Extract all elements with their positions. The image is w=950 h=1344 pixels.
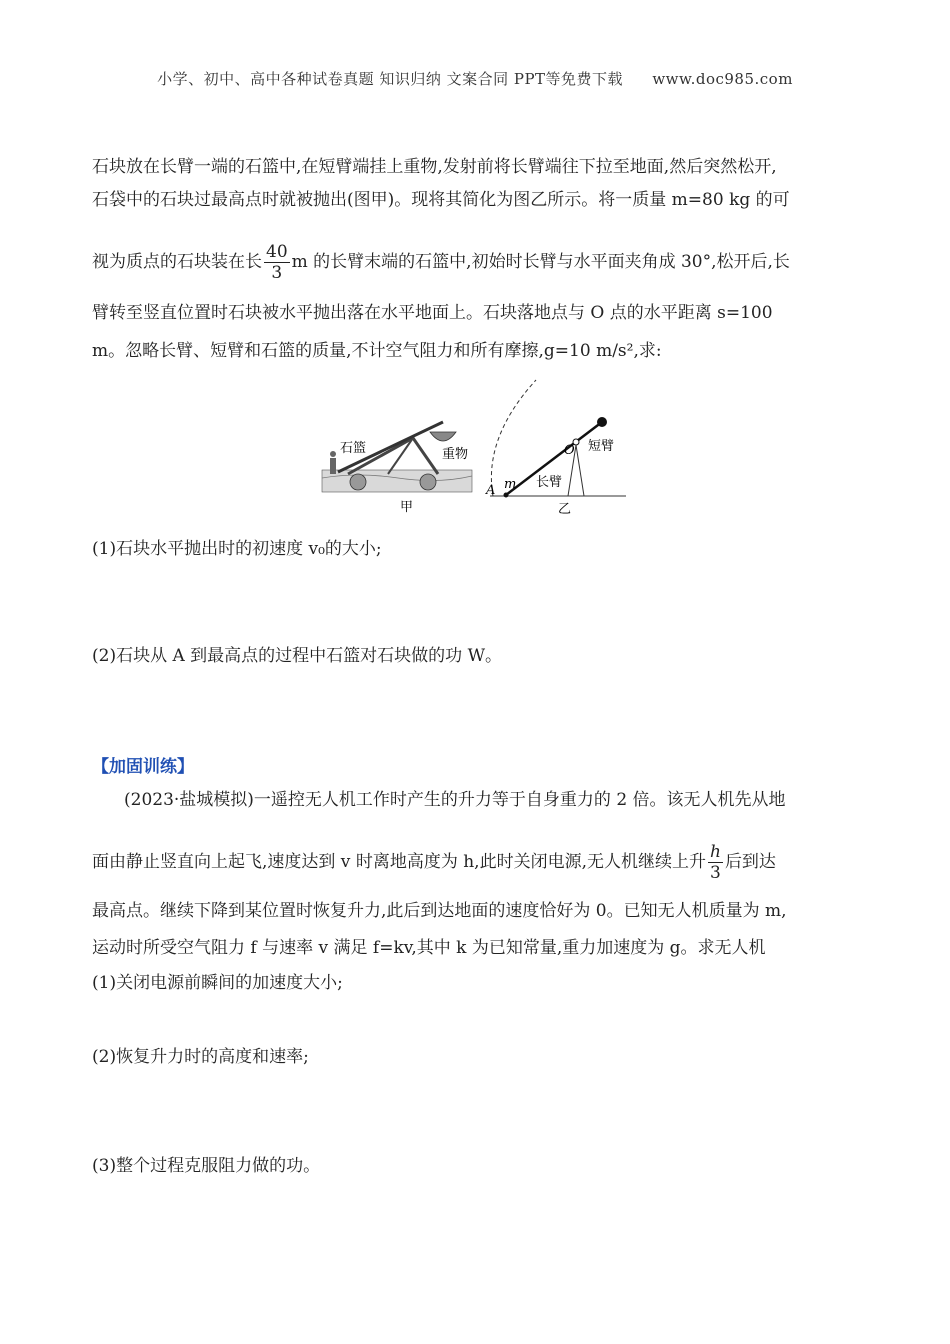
problem1-line3-post: m 的长臂末端的石篮中,初始时长臂与水平面夹角成 30°,松开后,长 <box>291 252 790 272</box>
problem2-question3: (3)整个过程克服阻力做的功。 <box>92 1156 321 1176</box>
length-fraction <box>264 242 290 283</box>
height-fraction <box>708 842 723 883</box>
problem2-line2-post: 后到达 <box>724 852 776 872</box>
section-title: 【加固训练】 <box>92 757 194 777</box>
problem1-line3-pre: 视为质点的石块装在长 <box>92 252 262 272</box>
problem2-line1: (2023·盐城模拟)一遥控无人机工作时产生的升力等于自身重力的 2 倍。该无人机先从地 <box>124 790 786 810</box>
problem1-question2: (2)石块从 A 到最高点的过程中石篮对石块做的功 W。 <box>92 646 503 666</box>
problem2-line4: 运动时所受空气阻力 f 与速率 v 满足 f=kv,其中 k 为已知常量,重力加速度为 g。求无人机 <box>92 938 766 958</box>
caption-jia: 甲 <box>400 500 414 515</box>
label-A: A <box>486 483 496 498</box>
label-zhongwu: 重物 <box>442 447 469 462</box>
problem2-question1: (1)关闭电源前瞬间的加速度大小; <box>92 973 343 993</box>
header-site: www.doc985.com <box>652 70 793 88</box>
catapult-diagram <box>318 378 630 518</box>
problem2-question2: (2)恢复升力时的高度和速率; <box>92 1047 309 1067</box>
problem1-line2: 石袋中的石块过最高点时就被抛出(图甲)。现将其简化为图乙所示。将一质量 m=80 kg 的可 <box>92 190 790 210</box>
problem2-line3: 最高点。继续下降到某位置时恢复升力,此后到达地面的速度恰好为 0。已知无人机质量为 m, <box>92 901 787 921</box>
problem1-line5: m。忽略长臂、短臂和石篮的质量,不计空气阻力和所有摩擦,g=10 m/s²,求: <box>92 341 662 361</box>
catapult-figure <box>318 378 630 518</box>
caption-yi: 乙 <box>558 502 572 517</box>
problem1-question1: (1)石块水平抛出时的初速度 v₀的大小; <box>92 539 382 559</box>
fraction-denominator: 3 <box>710 863 721 883</box>
problem2-line2 <box>92 842 862 883</box>
fraction-numerator: h <box>709 842 721 862</box>
header-text: 小学、初中、高中各种试卷真题 知识归纳 文案合同 PPT等免费下载 <box>157 70 624 88</box>
label-shilan: 石篮 <box>340 441 367 456</box>
problem1-line1: 石块放在长臂一端的石篮中,在短臂端挂上重物,发射前将长臂端往下拉至地面,然后突然松开, <box>92 157 777 177</box>
fraction-numerator: 40 <box>266 242 288 262</box>
problem2-line2-pre: 面由静止竖直向上起飞,速度达到 v 时离地高度为 h,此时关闭电源,无人机继续上升 <box>92 852 706 872</box>
label-m: m <box>504 477 517 492</box>
label-changbi: 长臂 <box>536 475 563 490</box>
problem1-line3 <box>92 242 862 283</box>
page-header <box>0 68 950 89</box>
problem1-line4: 臂转至竖直位置时石块被水平抛出落在水平地面上。石块落地点与 O 点的水平距离 s=100 <box>92 303 773 323</box>
fraction-denominator: 3 <box>271 263 283 283</box>
label-duanbi: 短臂 <box>588 439 615 454</box>
label-O: O <box>564 443 575 458</box>
